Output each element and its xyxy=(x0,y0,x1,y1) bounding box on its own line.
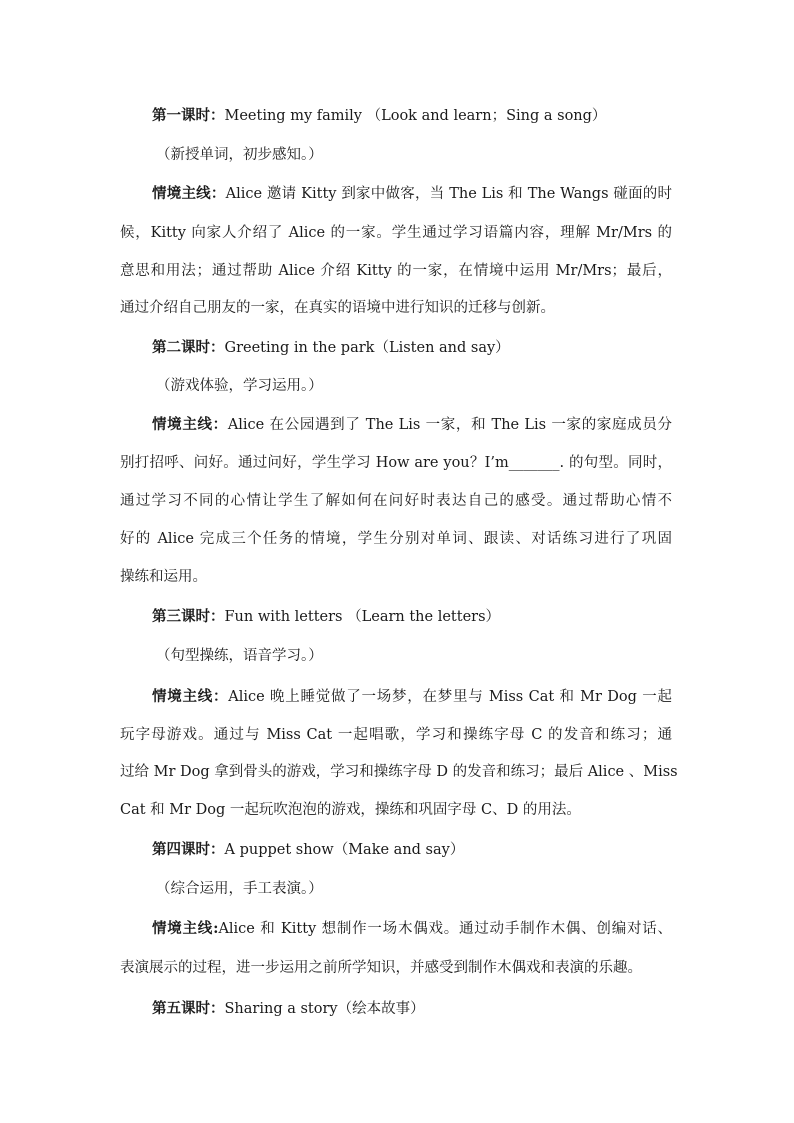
lesson-3-note: （句型操练，语音学习。） xyxy=(156,648,323,664)
lesson-3-context-line: 玩字母游戏。通过与 Miss Cat 一起唱歌，学习和操练字母 C 的发音和练习；通 xyxy=(120,727,672,743)
lesson-1-context-text: Alice 邀请 Kitty 到家中做客，当 The Lis 和 The Wangs 碰面的时 xyxy=(225,186,673,202)
lesson-4-context-line: 表演展示的过程，进一步运用之前所学知识，并感受到制作木偶戏和表演的乐趣。 xyxy=(120,960,642,976)
lesson-2-title: Greeting in the park（Listen and say） xyxy=(224,340,510,356)
lesson-3-context-line: 过给 Mr Dog 拿到骨头的游戏，学习和操练字母 D 的发音和练习；最后 Alice 、Miss xyxy=(120,764,678,780)
lesson-1-context-line: 候，Kitty 向家人介绍了 Alice 的一家。学生通过学习语篇内容，理解 Mr/Mrs 的 xyxy=(120,225,672,241)
lesson-2-context-line xyxy=(152,415,672,435)
lesson-1-context-line xyxy=(152,184,672,204)
lesson-4-context-label: 情境主线: xyxy=(152,920,219,937)
lesson-4-heading xyxy=(152,840,464,860)
lesson-4-label: 第四课时： xyxy=(152,841,225,858)
lesson-5-heading xyxy=(152,999,425,1019)
lesson-2-label: 第二课时： xyxy=(152,339,225,356)
lesson-4-note: （综合运用，手工表演。） xyxy=(156,881,323,897)
lesson-2-context-text: Alice 在公园遇到了 The Lis 一家，和 The Lis 一家的家庭成员分 xyxy=(227,417,672,433)
lesson-3-context-line xyxy=(152,687,672,707)
lesson-2-context-line: 通过学习不同的心情让学生了解如何在问好时表达自己的感受。通过帮助心情不 xyxy=(120,493,672,509)
lesson-2-context-line: 操练和运用。 xyxy=(120,569,207,585)
lesson-2-context-line: 别打招呼、问好。通过问好，学生学习 How are you？I’m_______. 的句型。同时， xyxy=(120,455,672,471)
lesson-5-title: Sharing a story（绘本故事） xyxy=(224,1001,425,1017)
lesson-4-context-text: Alice 和 Kitty 想制作一场木偶戏。通过动手制作木偶、创编对话、 xyxy=(218,921,673,937)
lesson-2-heading xyxy=(152,338,510,358)
lesson-3-context-line: Cat 和 Mr Dog 一起玩吹泡泡的游戏，操练和巩固字母 C、D 的用法。 xyxy=(120,802,581,818)
lesson-5-label: 第五课时： xyxy=(152,1000,225,1017)
lesson-3-context-label: 情境主线： xyxy=(152,688,229,705)
lesson-3-title: Fun with letters （Learn the letters） xyxy=(224,609,501,625)
lesson-1-title: Meeting my family （Look and learn；Sing a song） xyxy=(224,108,607,124)
lesson-1-heading xyxy=(152,106,606,126)
lesson-2-context-line: 好的 Alice 完成三个任务的情境，学生分别对单词、跟读、对话练习进行了巩固 xyxy=(120,531,672,547)
lesson-4-title: A puppet show（Make and say） xyxy=(224,842,465,858)
lesson-1-context-label: 情境主线： xyxy=(152,185,226,202)
lesson-3-context-text: Alice 晚上睡觉做了一场梦，在梦里与 Miss Cat 和 Mr Dog 一起 xyxy=(228,689,673,705)
lesson-4-context-line xyxy=(152,919,672,939)
lesson-1-label: 第一课时： xyxy=(152,107,225,124)
lesson-1-context-line: 通过介绍自己朋友的一家，在真实的语境中进行知识的迁移与创新。 xyxy=(120,300,555,316)
lesson-3-heading xyxy=(152,607,500,627)
lesson-1-note: （新授单词，初步感知。） xyxy=(156,147,323,163)
lesson-2-note: （游戏体验，学习运用。） xyxy=(156,378,323,394)
lesson-2-context-label: 情境主线： xyxy=(152,416,228,433)
lesson-3-label: 第三课时： xyxy=(152,608,225,625)
lesson-1-context-line: 意思和用法；通过帮助 Alice 介绍 Kitty 的一家，在情境中运用 Mr/Mrs；最后， xyxy=(120,263,672,279)
